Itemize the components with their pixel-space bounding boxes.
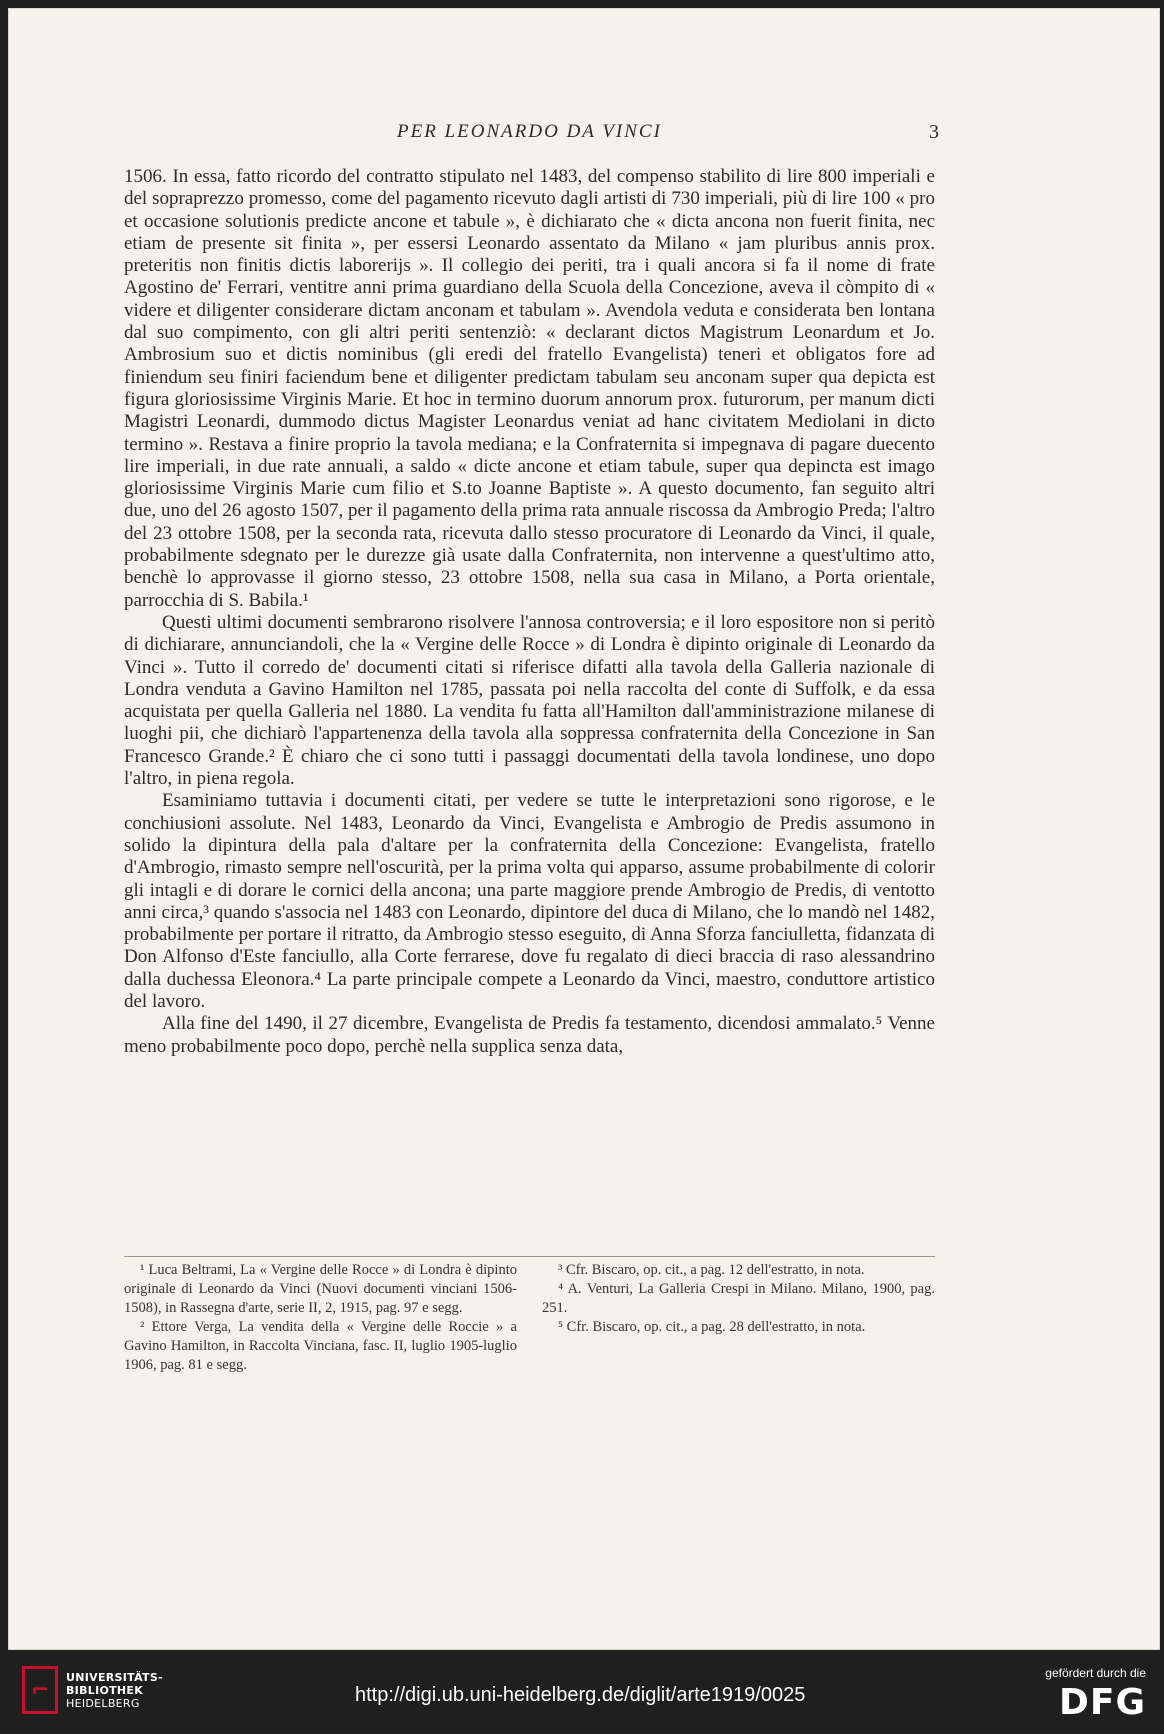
paragraph: Alla fine del 1490, il 27 dicembre, Evangelista de Predis fa testamento, dicendosi ammalato.⁵ Venne meno probabilmente poco dopo, perchè nella supplica senza data,: [124, 1013, 935, 1057]
footnotes-left-column: [124, 1261, 517, 1375]
permalink-url[interactable]: http://digi.ub.uni-heidelberg.de/diglit/arte1919/0025: [355, 1684, 806, 1706]
footnote-rule: [124, 1256, 935, 1257]
library-name-line: BIBLIOTHEK: [66, 1684, 144, 1697]
body-text: [124, 166, 935, 1058]
footnote: ² Ettore Verga, La vendita della « Vergine delle Roccie » a Gavino Hamilton, in Raccolta Vinciana, fasc. II, luglio 1905-luglio 1906, pag. 81 e segg.: [124, 1319, 517, 1373]
library-name-line: UNIVERSITÄTS-: [66, 1671, 163, 1684]
running-head: PER LEONARDO DA VINCI: [397, 121, 662, 142]
library-logo-text[interactable]: [66, 1671, 163, 1710]
page-number: 3: [929, 121, 939, 143]
footnotes-right-column: [542, 1261, 935, 1337]
paragraph: Questi ultimi documenti sembrarono risolvere l'annosa controversia; e il loro espositore non si peritò di dichiarare, annunciandoli, che la « Vergine delle Rocce » di Londra è dipinto originale di Leonardo da Vinci ». Tutto il corredo de' documenti citati si riferisce difatti alla tavola della Galleria nazionale di Londra venduta a Gavino Hamilton nel 1785, passata poi nella raccolta del conte di Suffolk, e da essa acquistata per quella Galleria nel 1880. La vendita fu fatta all'Hamilton dall'amministrazione milanese di luoghi pii, che dichiarò l'appartenenza della tavola alla soppressa confraternita della Concezione in San Francesco Grande.² È chiaro che ci sono tutti i passaggi documentati della tavola londinese, uno dopo l'altro, in piena regola.: [124, 611, 935, 790]
dfg-logo-icon[interactable]: DFG: [1058, 1682, 1146, 1723]
scanned-page: [8, 8, 1160, 1650]
paragraph: 1506. In essa, fatto ricordo del contratto stipulato nel 1483, del compenso stabilito di lire 800 imperiali e del sopraprezzo promesso, come del pagamento ricevuto dagli artisti di 730 imperiali, più di lire 100 « pro et occasione solutionis predicte ancone et tabule », è dichiarato che « dicta ancona non fuerit finita, nec etiam de presente sit finita », per essersi Leonardo assentato da Milano « jam pluribus annis prox. preteritis non finitis dictis laborerijs ». Il collegio dei periti, tra i quali ancora si fa il nome di frate Agostino de' Ferrari, ventitre anni prima guardiano della Scuola della Concezione, aveva il còmpito di « videre et diligenter considerare dictam anconam et tabulam ». Avendola veduta e considerata ben lontana dal suo compimento, con gli altri periti sentenziò: « declarant dictos Magistrum Leonardum et Jo. Ambrosium suo et dictis nominibus (gli eredi del fratello Evangelista) teneri et obligatos fore ad finiendum seu finiri faciendum bene et diligenter predictam tabulam seu anconam super qua depicta est figura gloriosissime Virginis Marie. Et hoc in termino duorum annorum prox. futurorum, per manum dicti Magistri Leonardi, dummodo dictus Magister Leonardus veniat ad hanc civitatem Mediolani in dicto termino ». Restava a finire proprio la tavola mediana; e la Confraternita si impegnava di pagare duecento lire imperiali, in due rate annuali, a saldo « dicte ancone et etiam tabule, super qua depincta est imago gloriosissime Virginis Marie cum filio et S.to Joanne Baptiste ». A questo documento, fan seguito altri due, uno del 26 agosto 1507, per il pagamento della prima rata annuale riscossa da Ambrogio Preda; l'altro del 23 ottobre 1508, per la seconda rata, ricevuta dallo stesso procuratore di Leonardo da Vinci, il quale, probabilmente sdegnato per le durezze già usate dalla Confraternita, non intervenne a quest'ultimo atto, benchè lo approvasse il giorno stesso, 23 ottobre 1508, nella sua casa in Milano, a Porta orientale, parrocchia di S. Babila.¹: [124, 166, 935, 611]
footnote: ⁵ Cfr. Biscaro, op. cit., a pag. 28 dell'estratto, in nota.: [558, 1319, 866, 1335]
footnote: ¹ Luca Beltrami, La « Vergine delle Rocce » di Londra è dipinto originale di Leonardo da Vinci (Nuovi documenti vinciani 1506-1508), in Rassegna d'arte, serie II, 2, 1915, pag. 97 e segg.: [124, 1262, 517, 1316]
library-logo-icon[interactable]: ⌐: [22, 1666, 58, 1714]
footnote: ⁴ A. Venturi, La Galleria Crespi in Milano. Milano, 1900, pag. 251.: [542, 1281, 935, 1316]
funding-label: gefördert durch die: [1045, 1666, 1146, 1680]
footnote: ³ Cfr. Biscaro, op. cit., a pag. 12 dell'estratto, in nota.: [558, 1262, 865, 1278]
library-name-line: HEIDELBERG: [66, 1697, 140, 1710]
paragraph: Esaminiamo tuttavia i documenti citati, per vedere se tutte le interpretazioni sono rigorose, e le conchiusioni assolute. Nel 1483, Leonardo da Vinci, Evangelista e Ambrogio de Predis assumono in solido la dipintura della pala d'altare per la confraternita della Concezione: Evangelista, fratello d'Ambrogio, rimasto sempre nell'oscurità, per la prima volta qui apparso, assume probabilmente di colorir gli intagli e di dorare le cornici della ancona; una parte maggiore prende Ambrogio de Predis, di ventotto anni circa,³ quando s'associa nel 1483 con Leonardo, dipintore del duca di Milano, che lo mandò nel 1482, probabilmente per portare il ritratto, da Ambrogio stesso eseguito, di Anna Sforza fanciulletta, fidanzata di Don Alfonso d'Este fanciullo, alla Corte ferrarese, dove fu regalato di dieci braccia di raso alessandrino dalla duchessa Eleonora.⁴ La parte principale compete a Leonardo da Vinci, maestro, conduttore artistico del lavoro.: [124, 790, 935, 1012]
viewer-footer: [0, 1658, 1164, 1734]
